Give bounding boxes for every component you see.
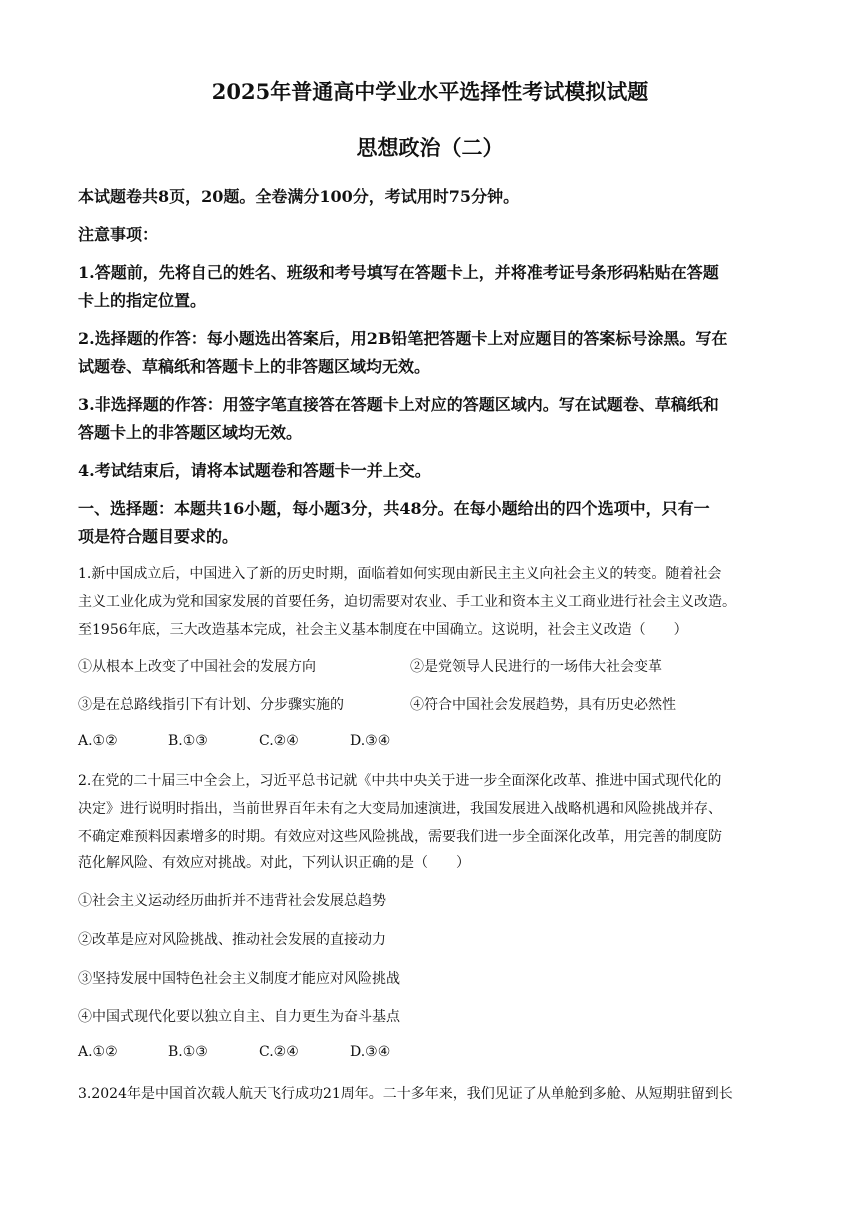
- notice-item-3-line-1: 3.非选择题的作答：用签字笔直接答在答题卡上对应的答题区域内。写在试题卷、草稿纸和: [78, 395, 719, 414]
- exam-subject: 思想政治（二）: [356, 135, 504, 160]
- q1-stem-line-2: 主义工业化成为党和国家发展的首要任务，迫切需要对农业、手工业和资本主义工商业进行社会主义改造。: [78, 594, 736, 610]
- q2-choice-c: C.②④: [259, 1044, 299, 1060]
- q1-choice-c: C.②④: [259, 733, 299, 749]
- q2-statement-3: ③坚持发展中国特色社会主义制度才能应对风险挑战: [78, 971, 400, 987]
- q1-stem-line-1: 1.新中国成立后，中国进入了新的历史时期，面临着如何实现由新民主主义向社会主义的转变。随着社会: [78, 566, 722, 582]
- q2-choice-a: A.①②: [78, 1044, 118, 1060]
- q1-statement-3: ③是在总路线指引下有计划、分步骤实施的: [78, 697, 344, 713]
- q2-statement-1: ①社会主义运动经历曲折并不违背社会发展总趋势: [78, 893, 386, 909]
- q2-choice-d: D.③④: [350, 1044, 391, 1060]
- q1-choice-b: B.①③: [168, 733, 208, 749]
- q2-stem-line-2: 决定》进行说明时指出，当前世界百年未有之大变局加速演进，我国发展进入战略机遇和风险挑战并存、: [78, 801, 722, 817]
- notice-item-1-line-2: 卡上的指定位置。: [78, 291, 207, 310]
- q2-stem-line-4: 范化解风险、有效应对挑战。对此，下列认识正确的是（ ）: [78, 855, 470, 871]
- notice-item-4: 4.考试结束后，请将本试题卷和答题卡一并上交。: [78, 461, 431, 480]
- notice-item-3-line-2: 答题卡上的非答题区域均无效。: [78, 423, 303, 442]
- q2-statement-4: ④中国式现代化要以独立自主、自力更生为奋斗基点: [78, 1009, 400, 1025]
- notice-item-2-line-1: 2.选择题的作答：每小题选出答案后，用2B铅笔把答题卡上对应题目的答案标号涂黑。写在: [78, 329, 728, 348]
- section-heading-line-2: 项是符合题目要求的。: [78, 527, 239, 546]
- q2-stem-line-3: 不确定难预料因素增多的时期。有效应对这些风险挑战，需要我们进一步全面深化改革，用完善的制度防: [78, 829, 722, 845]
- q2-choice-b: B.①③: [168, 1044, 208, 1060]
- q1-stem-line-3: 至1956年底，三大改造基本完成，社会主义基本制度在中国确立。这说明，社会主义改造（ ）: [78, 622, 688, 638]
- q2-statement-2: ②改革是应对风险挑战、推动社会发展的直接动力: [78, 932, 386, 948]
- exam-title: 2025年普通高中学业水平选择性考试模拟试题: [211, 79, 649, 104]
- notice-item-2-line-2: 试题卷、草稿纸和答题卡上的非答题区域均无效。: [78, 357, 431, 376]
- exam-intro: 本试题卷共8页，20题。全卷满分100分，考试用时75分钟。: [78, 187, 520, 206]
- q1-statement-2: ②是党领导人民进行的一场伟大社会变革: [410, 659, 662, 675]
- notice-heading: 注意事项：: [78, 225, 159, 244]
- q1-choice-d: D.③④: [350, 733, 391, 749]
- q1-choice-a: A.①②: [78, 733, 118, 749]
- q1-statement-1: ①从根本上改变了中国社会的发展方向: [78, 659, 316, 675]
- section-heading-line-1: 一、选择题：本题共16小题，每小题3分，共48分。在每小题给出的四个选项中，只有一: [78, 499, 710, 518]
- q2-stem-line-1: 2.在党的二十届三中全会上，习近平总书记就《中共中央关于进一步全面深化改革、推进中国式现代化的: [78, 773, 722, 789]
- q3-stem-line-1: 3.2024年是中国首次载人航天飞行成功21周年。二十多年来，我们见证了从单舱到多舱、从短期驻留到长: [78, 1086, 733, 1102]
- q1-statement-4: ④符合中国社会发展趋势，具有历史必然性: [410, 697, 676, 713]
- notice-item-1-line-1: 1.答题前，先将自己的姓名、班级和考号填写在答题卡上，并将准考证号条形码粘贴在答题: [78, 263, 719, 282]
